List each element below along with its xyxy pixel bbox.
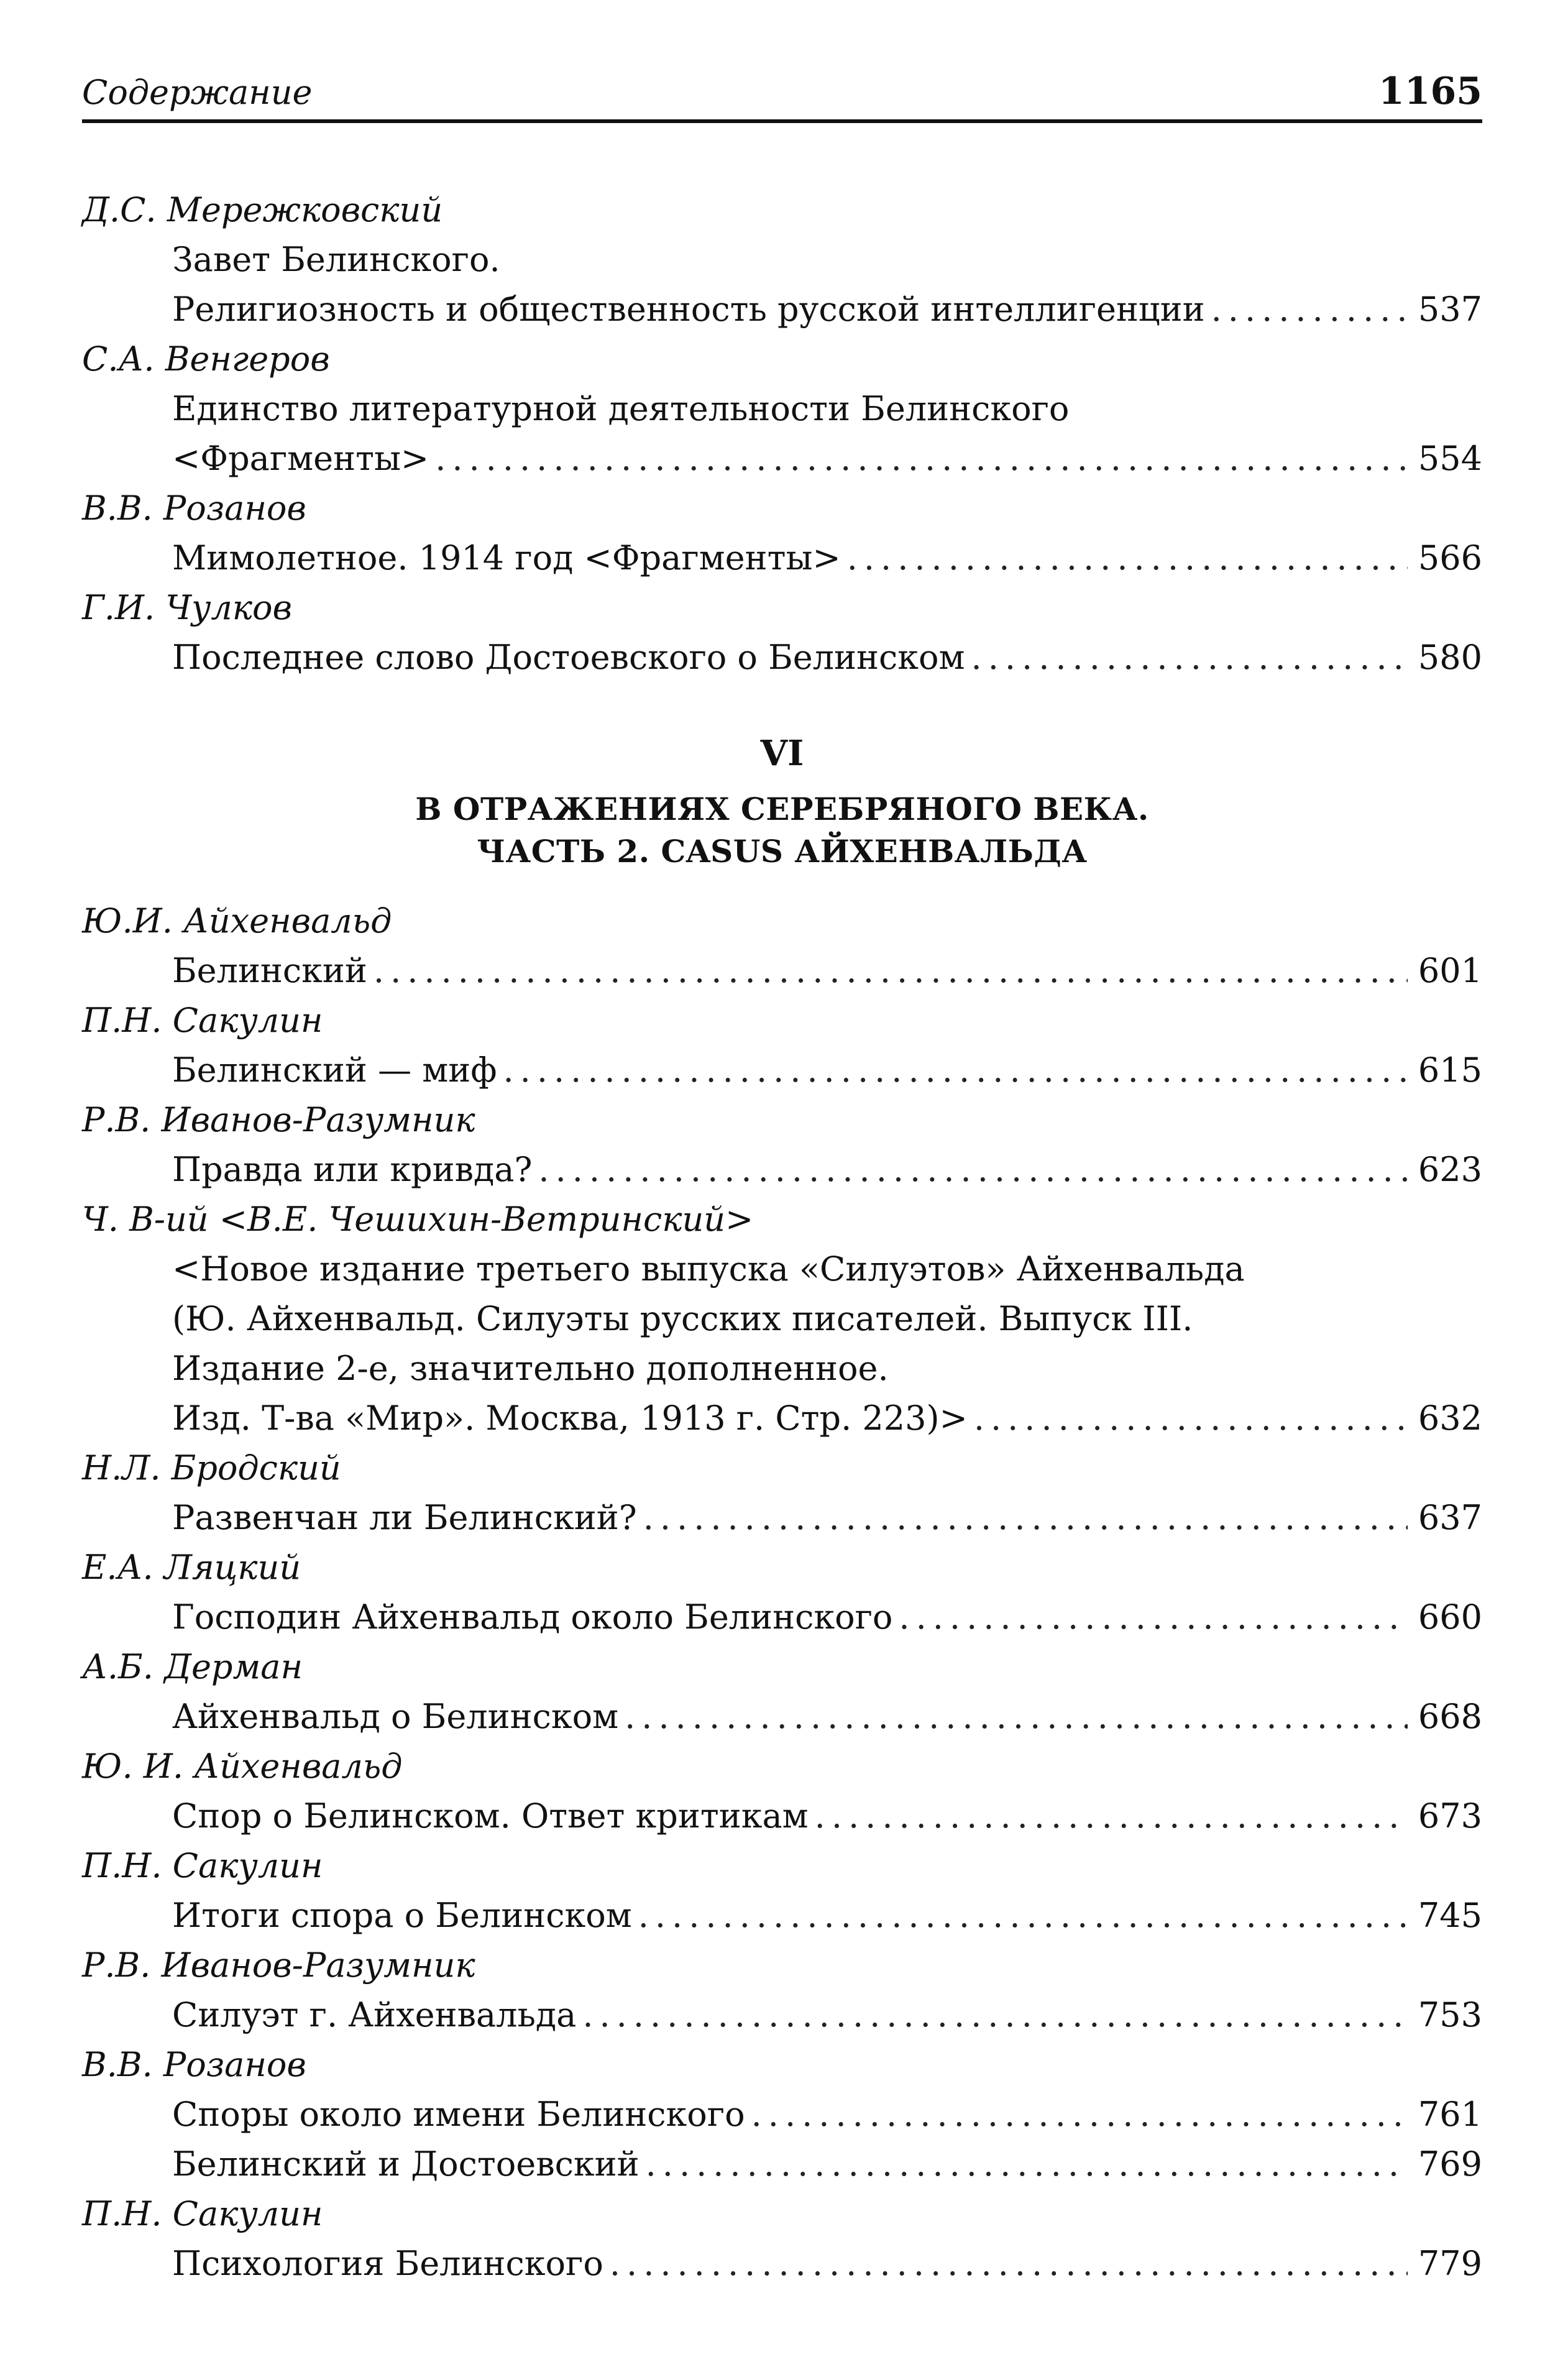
author-name: С.А. Венгеров: [82, 339, 330, 379]
entry-title-line: Издание 2-е, значительно дополненное.: [172, 1349, 889, 1388]
entry-title: Религиозность и общественность русской интеллигенции: [172, 290, 1205, 329]
author-name: В.В. Розанов: [82, 489, 306, 528]
toc-author-block: [82, 1443, 1482, 1543]
toc-entry: [172, 1791, 1482, 1841]
toc-entry: [172, 1891, 1482, 1941]
entry-page-number: 566: [1418, 538, 1482, 577]
entry-title-line: <Новое издание третьего выпуска «Силуэтов» Айхенвальда: [172, 1249, 1245, 1289]
entry-page-number: 668: [1418, 1697, 1482, 1736]
toc-author-block: [82, 1642, 1482, 1742]
toc-author-block: [82, 1742, 1482, 1841]
dot-leader: [646, 2139, 1408, 2189]
dot-leader: [374, 946, 1408, 996]
dot-leader: [582, 1990, 1408, 2040]
toc-entry: [172, 1990, 1482, 2040]
entry-title: Белинский: [172, 951, 367, 990]
author-name: Е.А. Ляцкий: [82, 1548, 301, 1587]
toc-author-block: [82, 1941, 1482, 2040]
entry-page-number: 753: [1418, 1995, 1482, 2034]
toc-entry: [172, 2090, 1482, 2139]
toc-author-block: [82, 996, 1482, 1095]
author-name: Г.И. Чулков: [82, 588, 292, 627]
toc-entry: [172, 2239, 1482, 2289]
entry-title-row: [172, 1891, 1482, 1941]
toc-entry: [172, 1592, 1482, 1642]
entry-page-number: 580: [1418, 638, 1482, 677]
toc-entry: [172, 1692, 1482, 1742]
entry-page-number: 673: [1418, 1796, 1482, 1836]
dot-leader: [643, 1493, 1408, 1543]
toc-author-block: [82, 484, 1482, 583]
entry-title-row: [172, 285, 1482, 334]
entry-title-line: Завет Белинского.: [172, 240, 500, 279]
entry-page-number: 745: [1418, 1896, 1482, 1935]
toc-author-block: [82, 896, 1482, 996]
entry-title-row: [172, 2090, 1482, 2139]
dot-leader: [847, 533, 1408, 583]
section-numeral: VI: [760, 733, 804, 774]
toc-author-block: [82, 334, 1482, 484]
toc-author-block: [82, 2040, 1482, 2189]
entry-title-row: [172, 533, 1482, 583]
toc-entry: [172, 946, 1482, 996]
running-header: [82, 70, 1482, 119]
toc-entry: [172, 1145, 1482, 1195]
entry-title: Айхенвальд о Белинском: [172, 1697, 619, 1736]
page-number: 1165: [1378, 70, 1482, 113]
toc-entry: [172, 1045, 1482, 1095]
dot-leader: [751, 2090, 1408, 2139]
author-name: А.Б. Дерман: [82, 1647, 303, 1686]
entry-title: <Фрагменты>: [172, 439, 429, 478]
entry-title: Последнее слово Достоевского о Белинском: [172, 638, 965, 677]
author-name: Ю.И. Айхенвальд: [82, 901, 392, 940]
dot-leader: [435, 434, 1408, 484]
author-name: П.Н. Сакулин: [82, 2194, 323, 2233]
running-title: Содержание: [82, 73, 313, 112]
entry-page-number: 632: [1418, 1399, 1482, 1438]
entry-title-row: [172, 434, 1482, 484]
toc-entry: [172, 2139, 1482, 2189]
entry-title: Итоги спора о Белинском: [172, 1896, 632, 1935]
dot-leader: [538, 1145, 1408, 1195]
entry-title: Белинский и Достоевский: [172, 2144, 640, 2184]
entry-title: Правда или кривда?: [172, 1150, 533, 1189]
dot-leader: [503, 1045, 1408, 1095]
entry-title-row: [172, 946, 1482, 996]
entry-page-number: 637: [1418, 1498, 1482, 1537]
entry-page-number: 601: [1418, 951, 1482, 990]
table-of-contents: [82, 185, 1482, 2289]
author-name: П.Н. Сакулин: [82, 1001, 323, 1040]
author-name: Р.В. Иванов-Разумник: [82, 1100, 475, 1139]
entry-title-row: [172, 1692, 1482, 1742]
dot-leader: [815, 1791, 1408, 1841]
dot-leader: [974, 1394, 1408, 1443]
entry-page-number: 537: [1418, 290, 1482, 329]
header-rule: [82, 119, 1482, 123]
entry-title: Спор о Белинском. Ответ критикам: [172, 1796, 809, 1836]
entry-page-number: 615: [1418, 1050, 1482, 1090]
dot-leader: [638, 1891, 1408, 1941]
entry-title-row: [172, 633, 1482, 682]
toc-author-block: [82, 185, 1482, 334]
toc-author-block: [82, 1543, 1482, 1642]
entry-title-row: [172, 1145, 1482, 1195]
toc-group-after-section: [82, 896, 1482, 2289]
author-name: Р.В. Иванов-Разумник: [82, 1946, 475, 1985]
entry-title: Господин Айхенвальд около Белинского: [172, 1597, 893, 1637]
entry-title-line: Единство литературной деятельности Белинского: [172, 389, 1070, 428]
author-name: Ю. И. Айхенвальд: [82, 1747, 403, 1786]
dot-leader: [899, 1592, 1408, 1642]
toc-author-block: [82, 1841, 1482, 1941]
entry-title-row: [172, 2139, 1482, 2189]
toc-entry: [172, 533, 1482, 583]
dot-leader: [1211, 285, 1408, 334]
entry-title-row: [172, 1493, 1482, 1543]
entry-title: Развенчан ли Белинский?: [172, 1498, 637, 1537]
author-name: Д.С. Мережковский: [82, 190, 443, 229]
entry-title: Мимолетное. 1914 год <Фрагменты>: [172, 538, 841, 577]
author-name: В.В. Розанов: [82, 2045, 306, 2084]
entry-page-number: 660: [1418, 1597, 1482, 1637]
dot-leader: [971, 633, 1408, 682]
entry-title-row: [172, 1791, 1482, 1841]
entry-page-number: 554: [1418, 439, 1482, 478]
toc-entry: [172, 384, 1482, 484]
entry-title-row: [172, 1045, 1482, 1095]
entry-page-number: 761: [1418, 2095, 1482, 2134]
entry-title: Споры около имени Белинского: [172, 2095, 745, 2134]
entry-title: Белинский — миф: [172, 1050, 497, 1090]
toc-entry: [172, 1244, 1482, 1443]
entry-page-number: 779: [1418, 2244, 1482, 2283]
toc-entry: [172, 1493, 1482, 1543]
entry-title-row: [172, 1592, 1482, 1642]
dot-leader: [625, 1692, 1408, 1742]
dot-leader: [610, 2239, 1408, 2289]
section-title-line-1: В ОТРАЖЕНИЯХ СЕРЕБРЯНОГО ВЕКА.: [415, 791, 1149, 827]
entry-page-number: 623: [1418, 1150, 1482, 1189]
entry-title-row: [172, 1394, 1482, 1443]
author-name: Н.Л. Бродский: [82, 1448, 341, 1487]
toc-group-before-section: [82, 185, 1482, 682]
toc-author-block: [82, 1195, 1482, 1443]
toc-author-block: [82, 2189, 1482, 2289]
entry-page-number: 769: [1418, 2144, 1482, 2184]
section-heading: [82, 682, 1482, 896]
author-name: Ч. В-ий <В.Е. Чешихин-Ветринский>: [82, 1200, 754, 1239]
section-title-line-2: ЧАСТЬ 2. CASUS АЙХЕНВАЛЬДА: [477, 833, 1088, 870]
author-name: П.Н. Сакулин: [82, 1846, 323, 1885]
entry-title-row: [172, 2239, 1482, 2289]
entry-title-line: (Ю. Айхенвальд. Силуэты русских писателей. Выпуск III.: [172, 1299, 1193, 1338]
entry-title: Психология Белинского: [172, 2244, 603, 2283]
toc-author-block: [82, 1095, 1482, 1195]
entry-title: Силуэт г. Айхенвальда: [172, 1995, 577, 2034]
entry-title: Изд. Т-ва «Мир». Москва, 1913 г. Стр. 223)>: [172, 1399, 968, 1438]
toc-author-block: [82, 583, 1482, 682]
entry-title-row: [172, 1990, 1482, 2040]
toc-entry: [172, 633, 1482, 682]
toc-entry: [172, 235, 1482, 334]
